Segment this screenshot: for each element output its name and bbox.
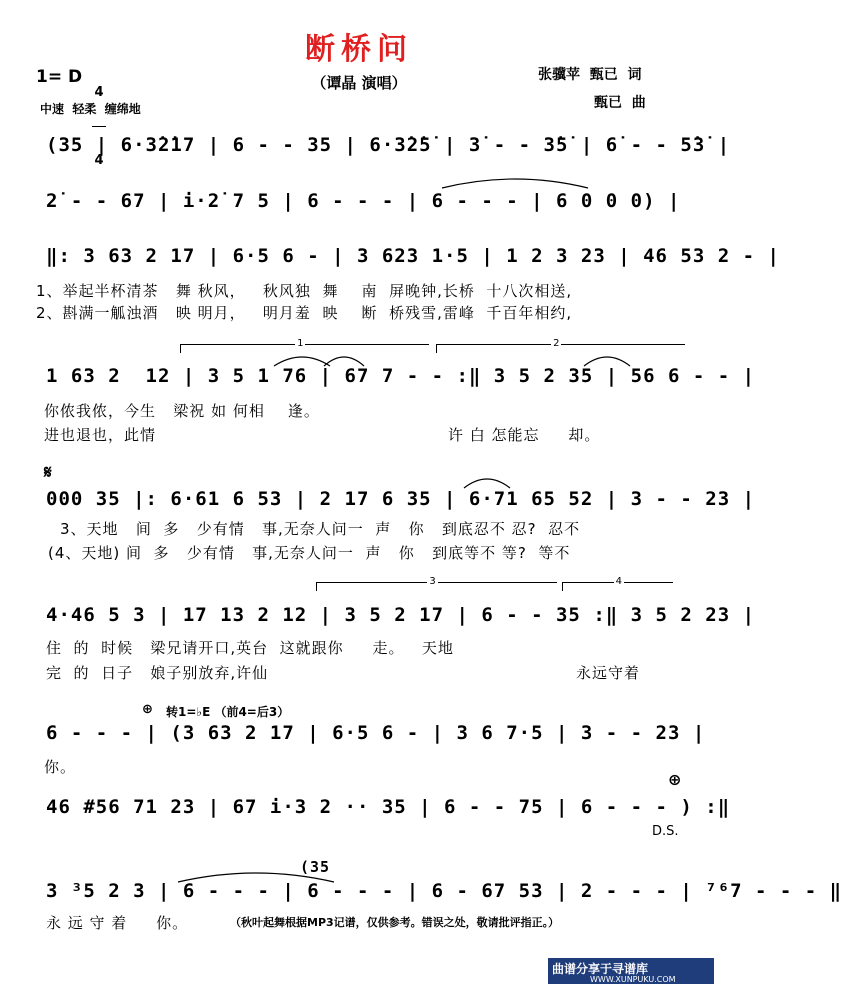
slur-arc xyxy=(462,472,512,490)
lyricist-credit: 张骥苹 甄已 词 xyxy=(538,67,642,83)
lyric-line-7: 你。 xyxy=(44,758,77,776)
slur-arc xyxy=(322,350,366,368)
volta-3-label: 3 xyxy=(429,576,436,587)
score-line-6: 4·46 5 3 | 17 13 2 12 | 3 5 2 17 | 6 - - 35 :‖ 3 5 2 23 | xyxy=(46,604,756,626)
page-title: 断桥问 xyxy=(305,32,413,67)
coda-icon: ⊕ xyxy=(142,702,153,717)
lyric-verse-3: 3、天地 间 多 少有情 事,无奈人问一 声 你 到底忍不 忍? 忍不 xyxy=(60,520,581,538)
lyric-line-6a: 住 的 时候 梁兄请开口,英台 这就跟你 走。 天地 xyxy=(46,639,454,657)
score-line-1: (35 | 6·3̇2̇17 | 6 - - 35 | 6·3̇2̇5̇ | 3̇ - - 3̇5̇ | 6̇ - - 5̇3̇ | xyxy=(46,134,731,156)
lyric-line-9: 永 远 守 着 你。 xyxy=(46,914,189,932)
time-signature-bottom: 4 xyxy=(94,153,104,168)
lyric-verse-2: 2、斟满一觚浊酒 映 明月， 明月羞 映 断 桥残雪,雷峰 千百年相约, xyxy=(36,304,573,322)
composer-credit: 甄已 曲 xyxy=(594,95,646,111)
score-line-7: 6 - - - | (3 63 2 17 | 6·5 6 - | 3 6 7·5 | 3 - - 23 | xyxy=(46,722,706,744)
lyric-line-4b: 进也退也，此情 xyxy=(44,426,157,444)
slur-arc xyxy=(582,350,632,368)
volta-3-bracket xyxy=(316,576,557,591)
lyric-line-6c: 永远守着 xyxy=(576,664,641,682)
footer-url: WWW.XUNPUKU.COM xyxy=(590,975,676,984)
time-signature-divider xyxy=(92,126,106,127)
lyric-line-6b: 完 的 日子 娘子别放弃,许仙 xyxy=(46,664,269,682)
volta-2-bracket xyxy=(436,338,685,353)
tie-arc xyxy=(440,172,590,192)
modulation-marking: 转1=♭E （前4=后3） xyxy=(166,705,290,719)
lyric-verse-4: (4、天地) 间 多 少有情 事,无奈人问一 声 你 到底等不 等? 等不 xyxy=(48,544,571,562)
pickup-notes: (35 xyxy=(300,858,331,876)
transcription-note: （秋叶起舞根据MP3记谱，仅供参考。错误之处，敬请批评指正。） xyxy=(230,916,560,929)
segno-icon: 𝄋 xyxy=(44,462,52,483)
lyric-line-4c: 许 白 怎能忘 却。 xyxy=(448,426,601,444)
lyric-verse-1: 1、举起半杯清茶 舞 秋风， 秋风独 舞 南 屏晚钟,长桥 十八次相送, xyxy=(36,282,573,300)
coda-icon: ⊕ xyxy=(668,770,682,789)
volta-1-label: 1 xyxy=(297,338,304,349)
score-line-4: 1 63 2 12 | 3 5 1 76 | 67 7 - - :‖ 3 5 2 35 | 56 6 - - | xyxy=(46,365,756,387)
score-line-9: 3 ³5 2 3 | 6 - - - | 6 - - - | 6 - 67 53 | 2 - - - | ⁷⁶7 - - - ‖ xyxy=(46,880,842,902)
score-line-2: 2̇ - - 67 | i·2̇ 7 5 | 6 - - - | 6 - - - | 6 0 0 0) | xyxy=(46,190,681,212)
lyric-line-4a: 你侬我侬，今生 梁祝 如 何相 逢。 xyxy=(44,402,320,420)
footer-site-name: 曲谱分享于寻谱库 xyxy=(552,962,649,976)
volta-2-label: 2 xyxy=(553,338,560,349)
performer-subtitle: （谭晶 演唱） xyxy=(311,74,407,92)
tempo-marking: 中速 轻柔 缠绵地 xyxy=(40,102,141,116)
score-line-3: ‖: 3 63 2 17 | 6·5 6 - | 3 623 1·5 | 1 2 3 23 | 46 53 2 - | xyxy=(46,245,780,267)
volta-4-label: 4 xyxy=(615,576,622,587)
score-line-5: 000 35 |: 6·61 6 53 | 2 17 6 35 | 6·71 65 52 | 3 - - 23 | xyxy=(46,488,756,510)
dal-segno-marking: D.S. xyxy=(652,824,679,839)
score-line-8: 46 #56 71 23 | 67 i·3 2 ·· 35 | 6 - - 75 | 6 - - - ) :‖ xyxy=(46,796,731,818)
key-signature: 1= D xyxy=(36,67,83,87)
time-signature-top: 4 xyxy=(94,85,104,100)
volta-4-bracket xyxy=(562,576,673,591)
time-signature xyxy=(92,60,106,180)
